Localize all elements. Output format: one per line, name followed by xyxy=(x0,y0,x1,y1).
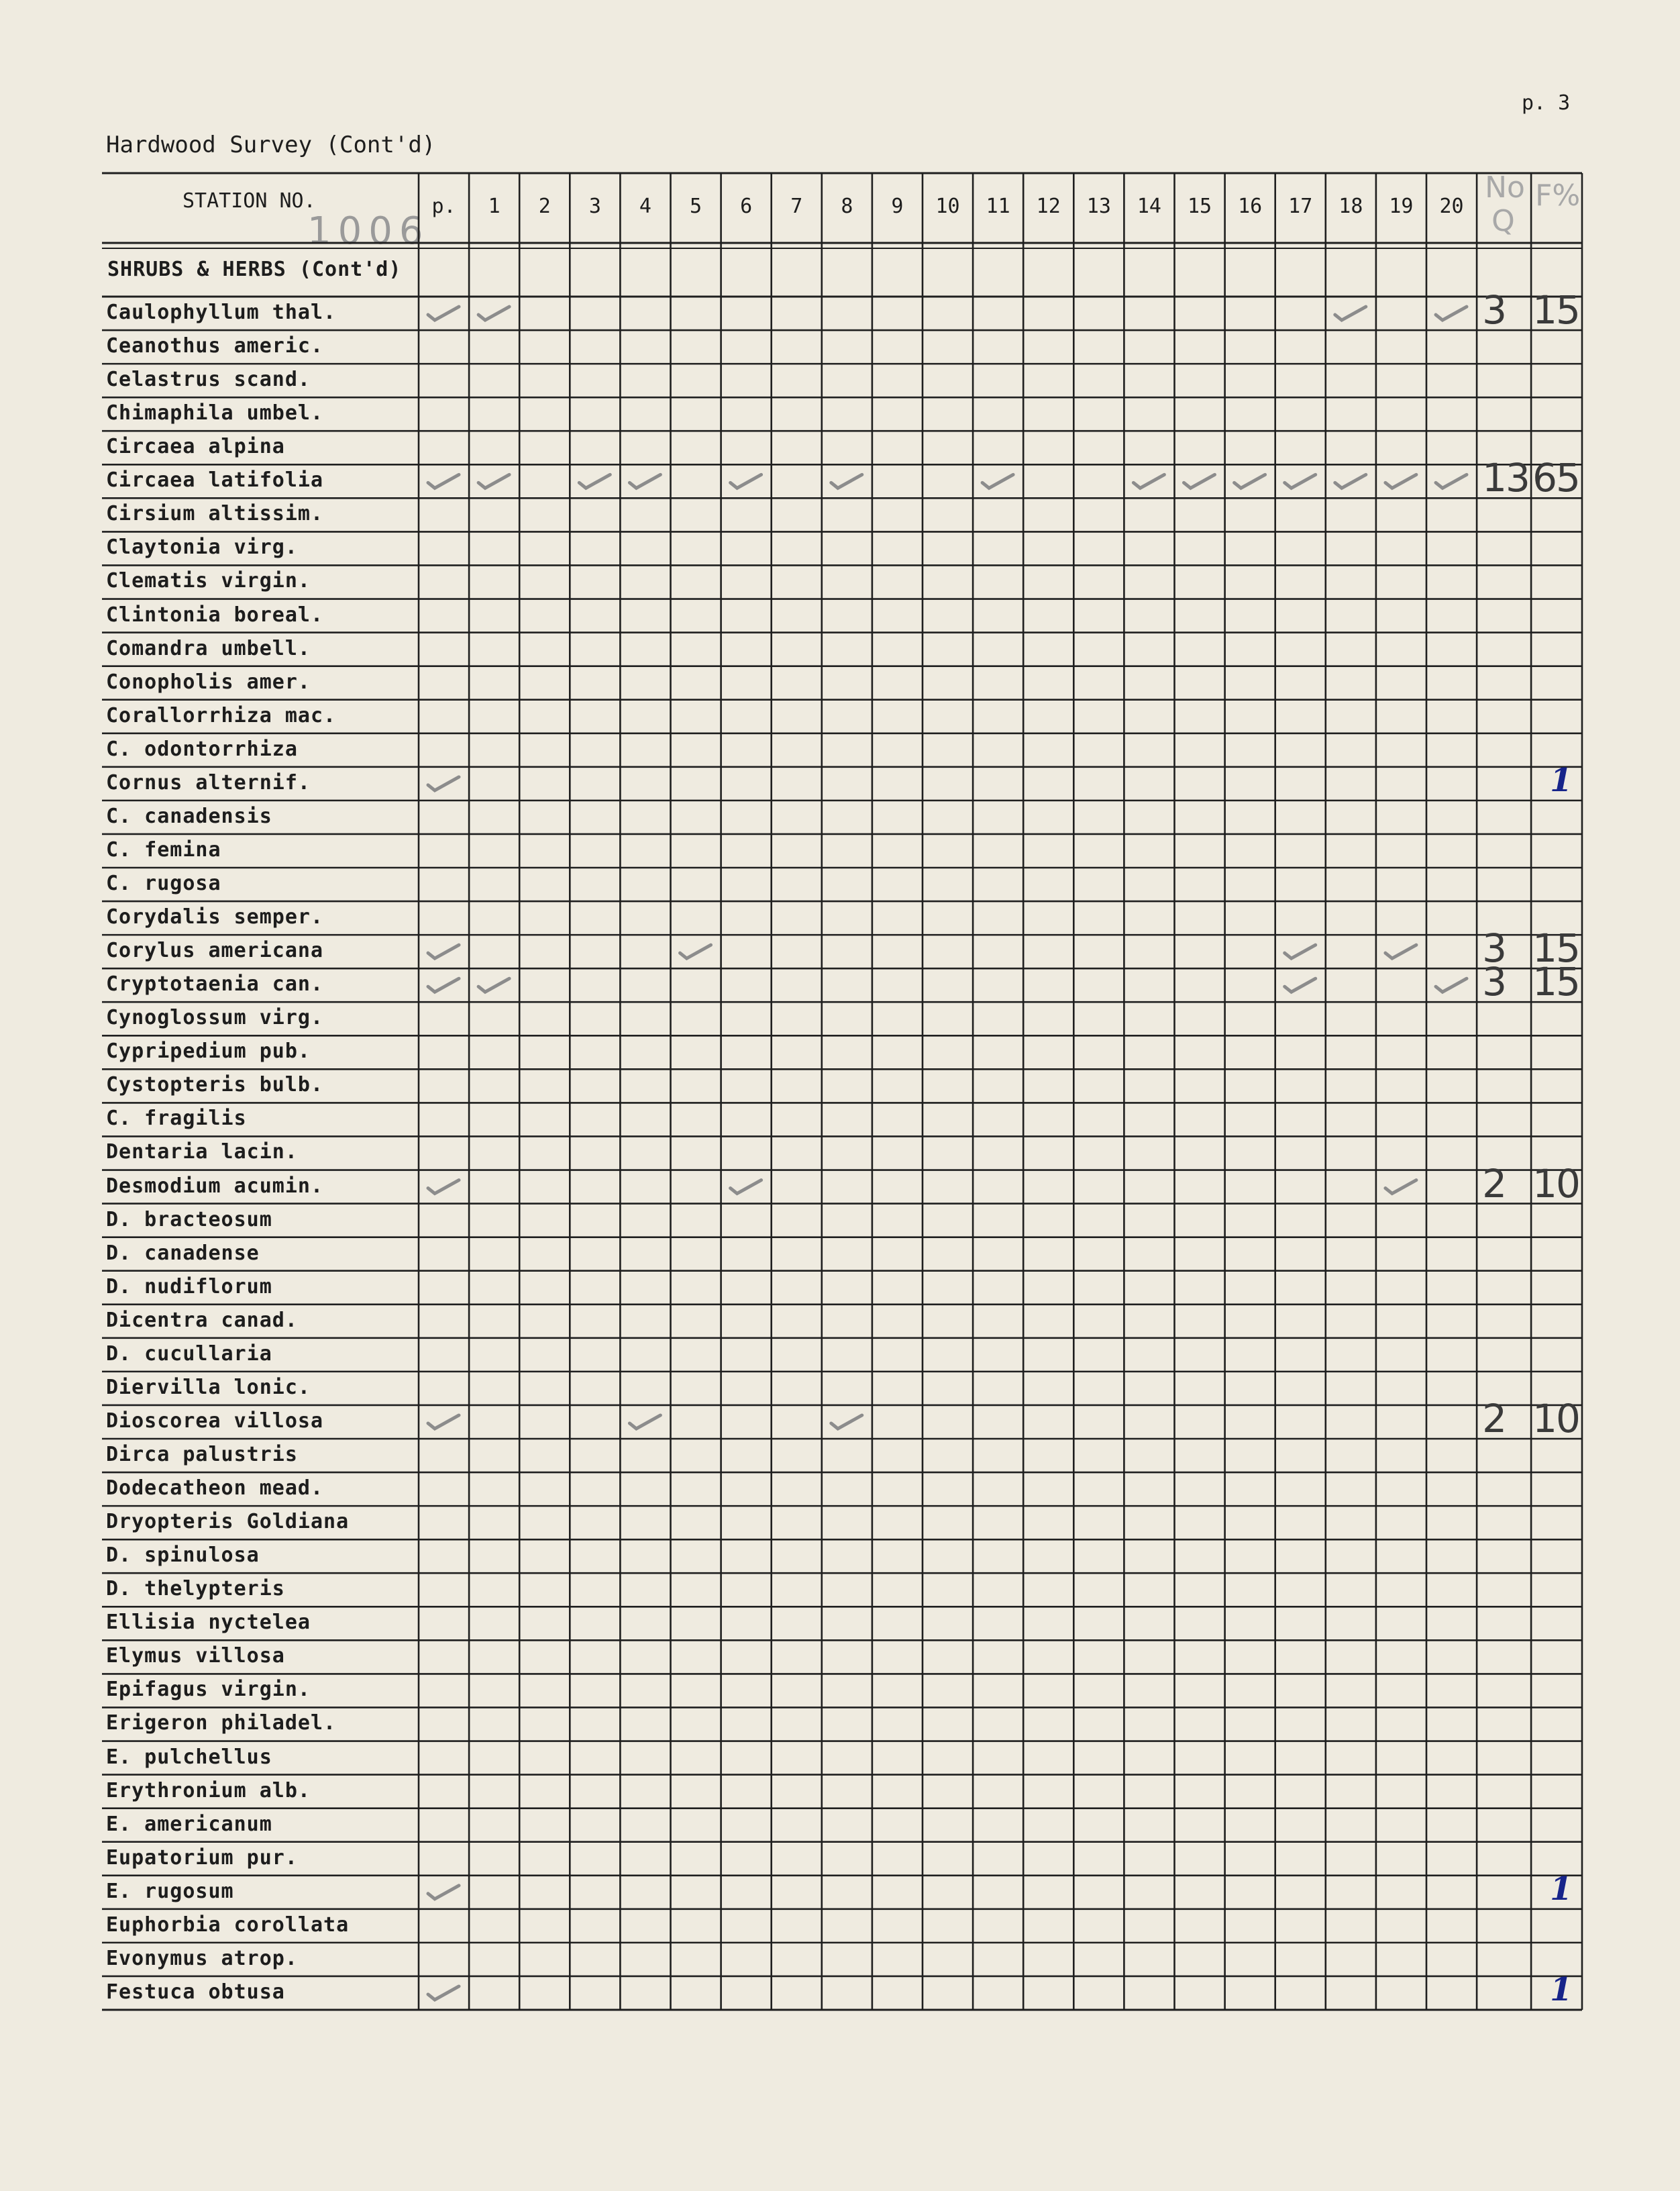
species-name: Ceanothus americ. xyxy=(106,334,324,358)
count-value: 2 xyxy=(1482,1395,1506,1441)
species-name: Chimaphila umbel. xyxy=(106,401,324,425)
check-mark xyxy=(1436,474,1467,488)
check-mark xyxy=(428,1180,459,1194)
species-name: Euphorbia corollata xyxy=(106,1913,350,1937)
species-name: Claytonia virg. xyxy=(106,536,298,560)
species-name: E. pulchellus xyxy=(106,1745,272,1769)
species-name: Dryopteris Goldiana xyxy=(106,1510,350,1534)
count-value: 2 xyxy=(1482,1160,1506,1207)
frequency-value: 1 xyxy=(1550,761,1573,799)
species-name: D. bracteosum xyxy=(106,1207,272,1231)
column-header: 13 xyxy=(1086,195,1111,218)
check-mark xyxy=(1385,945,1416,958)
species-name: C. odontorrhiza xyxy=(106,737,298,761)
check-mark xyxy=(1385,474,1416,488)
check-mark xyxy=(1436,978,1467,992)
species-name: Corallorrhiza mac. xyxy=(106,703,337,727)
species-name: Dirca palustris xyxy=(106,1443,298,1466)
column-header: 14 xyxy=(1137,195,1161,218)
check-mark xyxy=(428,474,459,488)
species-name: Celastrus scand. xyxy=(106,368,311,392)
check-mark xyxy=(1335,474,1366,488)
column-header: 16 xyxy=(1238,195,1263,218)
species-name: Dicentra canad. xyxy=(106,1308,298,1332)
column-header: 11 xyxy=(986,195,1010,218)
column-header: 4 xyxy=(639,195,651,218)
check-mark xyxy=(1235,474,1265,488)
count-value: 13 xyxy=(1482,455,1529,501)
column-header: 20 xyxy=(1439,195,1464,218)
column-header-count: Q xyxy=(1491,204,1515,238)
check-mark xyxy=(428,777,459,791)
species-name: E. americanum xyxy=(106,1812,272,1836)
check-mark xyxy=(478,978,509,992)
page-number: p. 3 xyxy=(1522,91,1571,115)
column-header: 18 xyxy=(1338,195,1363,218)
species-name: D. thelypteris xyxy=(106,1577,285,1601)
species-name: Cypripedium pub. xyxy=(106,1039,311,1064)
check-mark xyxy=(428,945,459,958)
species-name: D. spinulosa xyxy=(106,1543,260,1568)
species-name: Erythronium alb. xyxy=(106,1778,311,1802)
check-mark xyxy=(1385,1180,1416,1194)
species-name: C. canadensis xyxy=(106,804,272,828)
species-name: Ellisia nyctelea xyxy=(106,1611,311,1635)
station-label: STATION NO. xyxy=(182,189,316,213)
check-mark xyxy=(629,1415,660,1429)
species-name: C. femina xyxy=(106,837,221,862)
document-title: Hardwood Survey (Cont'd) xyxy=(106,132,436,158)
column-header: 3 xyxy=(588,195,601,218)
species-name: D. nudiflorum xyxy=(106,1274,272,1298)
column-header-count: No xyxy=(1485,170,1525,205)
species-name: Epifagus virgin. xyxy=(106,1678,311,1702)
column-header: 5 xyxy=(690,195,702,218)
species-name: Erigeron philadel. xyxy=(106,1711,337,1735)
column-header: p. xyxy=(431,195,456,218)
species-name: Corydalis semper. xyxy=(106,905,324,929)
species-name: Corylus americana xyxy=(106,939,324,963)
check-mark xyxy=(478,474,509,488)
species-name: Circaea alpina xyxy=(106,435,285,459)
check-mark xyxy=(629,474,660,488)
column-header: 2 xyxy=(538,195,551,218)
species-name: Clintonia boreal. xyxy=(106,603,324,627)
count-value: 3 xyxy=(1482,959,1506,1005)
check-mark xyxy=(1184,474,1215,488)
species-name: Diervilla lonic. xyxy=(106,1375,311,1399)
species-name: C. rugosa xyxy=(106,872,221,895)
check-mark xyxy=(428,978,459,992)
frequency-value: 15 xyxy=(1532,925,1579,972)
species-name: Clematis virgin. xyxy=(106,569,311,593)
column-header-frequency: F% xyxy=(1535,179,1581,213)
column-header: 10 xyxy=(935,195,960,218)
check-mark xyxy=(1285,978,1316,992)
column-header: 8 xyxy=(841,195,853,218)
species-name: Cornus alternif. xyxy=(106,770,311,795)
check-mark xyxy=(731,474,762,488)
species-name: Cirsium altissim. xyxy=(106,502,324,526)
species-name: Eupatorium pur. xyxy=(106,1845,298,1870)
check-mark xyxy=(831,1415,862,1429)
frequency-value: 65 xyxy=(1532,455,1579,501)
check-mark xyxy=(1285,474,1316,488)
column-header: 17 xyxy=(1288,195,1313,218)
check-mark xyxy=(428,307,459,320)
check-mark xyxy=(982,474,1013,488)
check-mark xyxy=(1436,307,1467,320)
check-mark xyxy=(1285,945,1316,958)
frequency-value: 10 xyxy=(1532,1160,1579,1207)
count-value: 3 xyxy=(1482,287,1506,333)
species-name: Cynoglossum virg. xyxy=(106,1006,324,1030)
column-header: 12 xyxy=(1036,195,1061,218)
species-name: D. cucullaria xyxy=(106,1341,272,1366)
column-header: 19 xyxy=(1389,195,1414,218)
species-name: Dodecatheon mead. xyxy=(106,1476,324,1500)
check-mark xyxy=(831,474,862,488)
check-mark xyxy=(428,1986,459,2000)
species-name: Desmodium acumin. xyxy=(106,1174,324,1198)
species-name: E. rugosum xyxy=(106,1879,234,1903)
check-mark xyxy=(1335,307,1366,320)
species-name: Circaea latifolia xyxy=(106,468,324,493)
species-name: Cystopteris bulb. xyxy=(106,1073,324,1097)
species-name: Conopholis amer. xyxy=(106,670,311,694)
check-mark xyxy=(1133,474,1164,488)
frequency-value: 1 xyxy=(1550,1970,1573,2008)
column-header: 1 xyxy=(488,195,501,218)
species-name: Comandra umbell. xyxy=(106,636,311,660)
species-name: D. canadense xyxy=(106,1241,260,1265)
species-name: Festuca obtusa xyxy=(106,1980,285,2004)
check-mark xyxy=(428,1415,459,1429)
section-label: SHRUBS & HERBS (Cont'd) xyxy=(107,258,402,281)
frequency-value: 15 xyxy=(1532,287,1579,333)
frequency-value: 15 xyxy=(1532,959,1579,1005)
species-name: Dioscorea villosa xyxy=(106,1409,324,1433)
station-id-stamp: 1006 xyxy=(307,209,430,253)
count-value: 3 xyxy=(1482,925,1506,972)
column-header: 9 xyxy=(891,195,904,218)
species-name: Dentaria lacin. xyxy=(106,1140,298,1164)
column-header: 7 xyxy=(790,195,803,218)
check-mark xyxy=(478,307,509,320)
column-header: 6 xyxy=(740,195,753,218)
species-name: Evonymus atrop. xyxy=(106,1946,298,1970)
check-mark xyxy=(680,945,711,958)
species-name: Elymus villosa xyxy=(106,1644,285,1668)
check-mark xyxy=(428,1886,459,1899)
species-name: Cryptotaenia can. xyxy=(106,972,324,997)
check-mark xyxy=(731,1180,762,1194)
frequency-value: 1 xyxy=(1550,1870,1573,1908)
species-name: Caulophyllum thal. xyxy=(106,301,337,324)
species-name: C. fragilis xyxy=(106,1107,247,1131)
column-header: 15 xyxy=(1187,195,1212,218)
check-mark xyxy=(579,474,610,488)
frequency-value: 10 xyxy=(1532,1395,1579,1441)
